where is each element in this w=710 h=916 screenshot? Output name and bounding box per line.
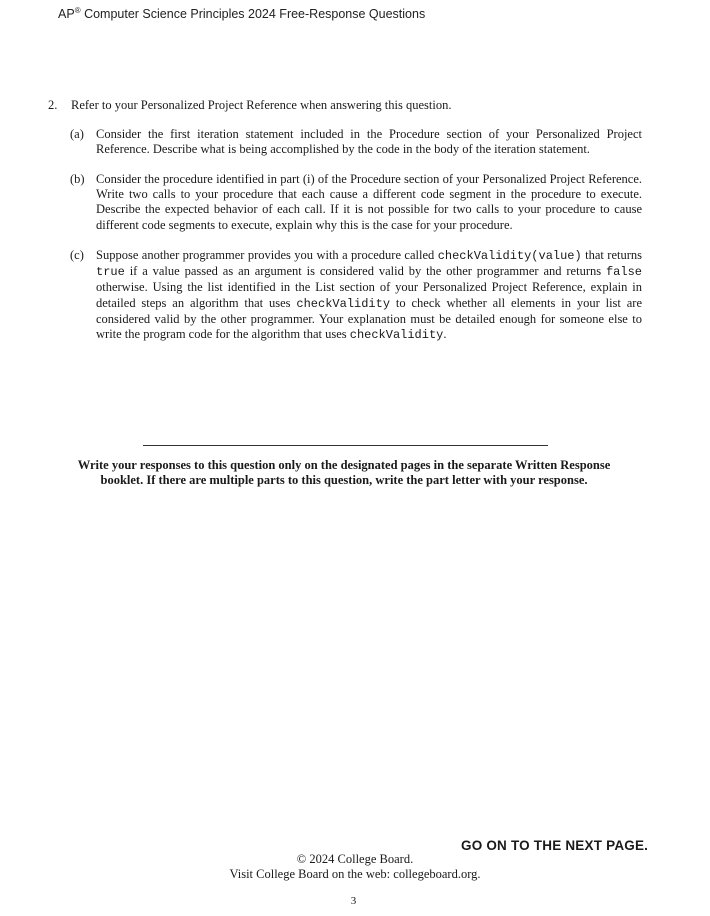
- registered-mark: ®: [74, 6, 81, 15]
- header-title-prefix: AP: [58, 7, 75, 22]
- part-c-text-4: otherwise. Using the list identified in the List section of your Personalized Project Reference, explain in detailed steps an algorithm that uses: [96, 280, 642, 310]
- part-c-text-3: if a value passed as an argument is considered valid by the other programmer and returns: [124, 264, 606, 279]
- part-b-letter: (b): [70, 172, 85, 186]
- code-false: false: [605, 265, 642, 280]
- part-a-letter: (a): [70, 127, 84, 141]
- code-true: true: [96, 265, 125, 280]
- question-prompt: Refer to your Personalized Project Reference when answering this question.: [71, 98, 452, 112]
- page-header: [58, 6, 425, 21]
- response-instructions: Write your responses to this question only on the designated pages in the separate Written Response booklet. If there are multiple parts to this question, write the part letter with your response.: [77, 458, 611, 487]
- part-a-text: Consider the first iteration statement included in the Procedure section of your Personalized Project Reference. Describe what is being accomplished by the code in the body of the iteration statement.: [96, 127, 642, 157]
- footer-visit: Visit College Board on the web: collegeboard.org.: [229, 866, 481, 881]
- part-c-text-5: to check whether all elements in your list are considered valid by the other programmer. Your explanation must be detailed enough for someone else to write the program code for the algorithm that uses: [96, 295, 642, 342]
- page-number: 3: [350, 895, 357, 907]
- part-a: [70, 127, 642, 157]
- question-number: 2.: [48, 98, 58, 112]
- part-c-letter: (c): [70, 248, 84, 262]
- code-check-validity: checkValidity: [296, 296, 391, 311]
- part-c-text: [96, 248, 642, 343]
- page-footer: [0, 852, 710, 881]
- go-on-next-page: GO ON TO THE NEXT PAGE.: [461, 838, 649, 853]
- part-c-text-1: Suppose another programmer provides you with a procedure called: [96, 248, 438, 262]
- header-title-rest: Computer Science Principles 2024 Free-Response Questions: [80, 7, 426, 22]
- footer-copyright: © 2024 College Board.: [296, 852, 414, 866]
- part-b: [70, 172, 642, 233]
- part-c-text-6: .: [443, 327, 447, 342]
- part-c: [70, 248, 642, 343]
- code-check-validity-2: checkValidity: [349, 328, 444, 343]
- code-check-validity-value: checkValidity(value): [437, 249, 582, 263]
- part-b-text: Consider the procedure identified in part (i) of the Procedure section of your Personalized Project Reference. Write two calls to your procedure that each cause a different code segment in the procedure to execute. Describe the expected behavior of each call. If it is not possible for two calls to your procedure to cause different code segments to execute, explain why this is the case for your procedure.: [96, 172, 642, 232]
- divider-rule: [143, 445, 548, 446]
- part-c-text-2: that returns: [581, 248, 642, 262]
